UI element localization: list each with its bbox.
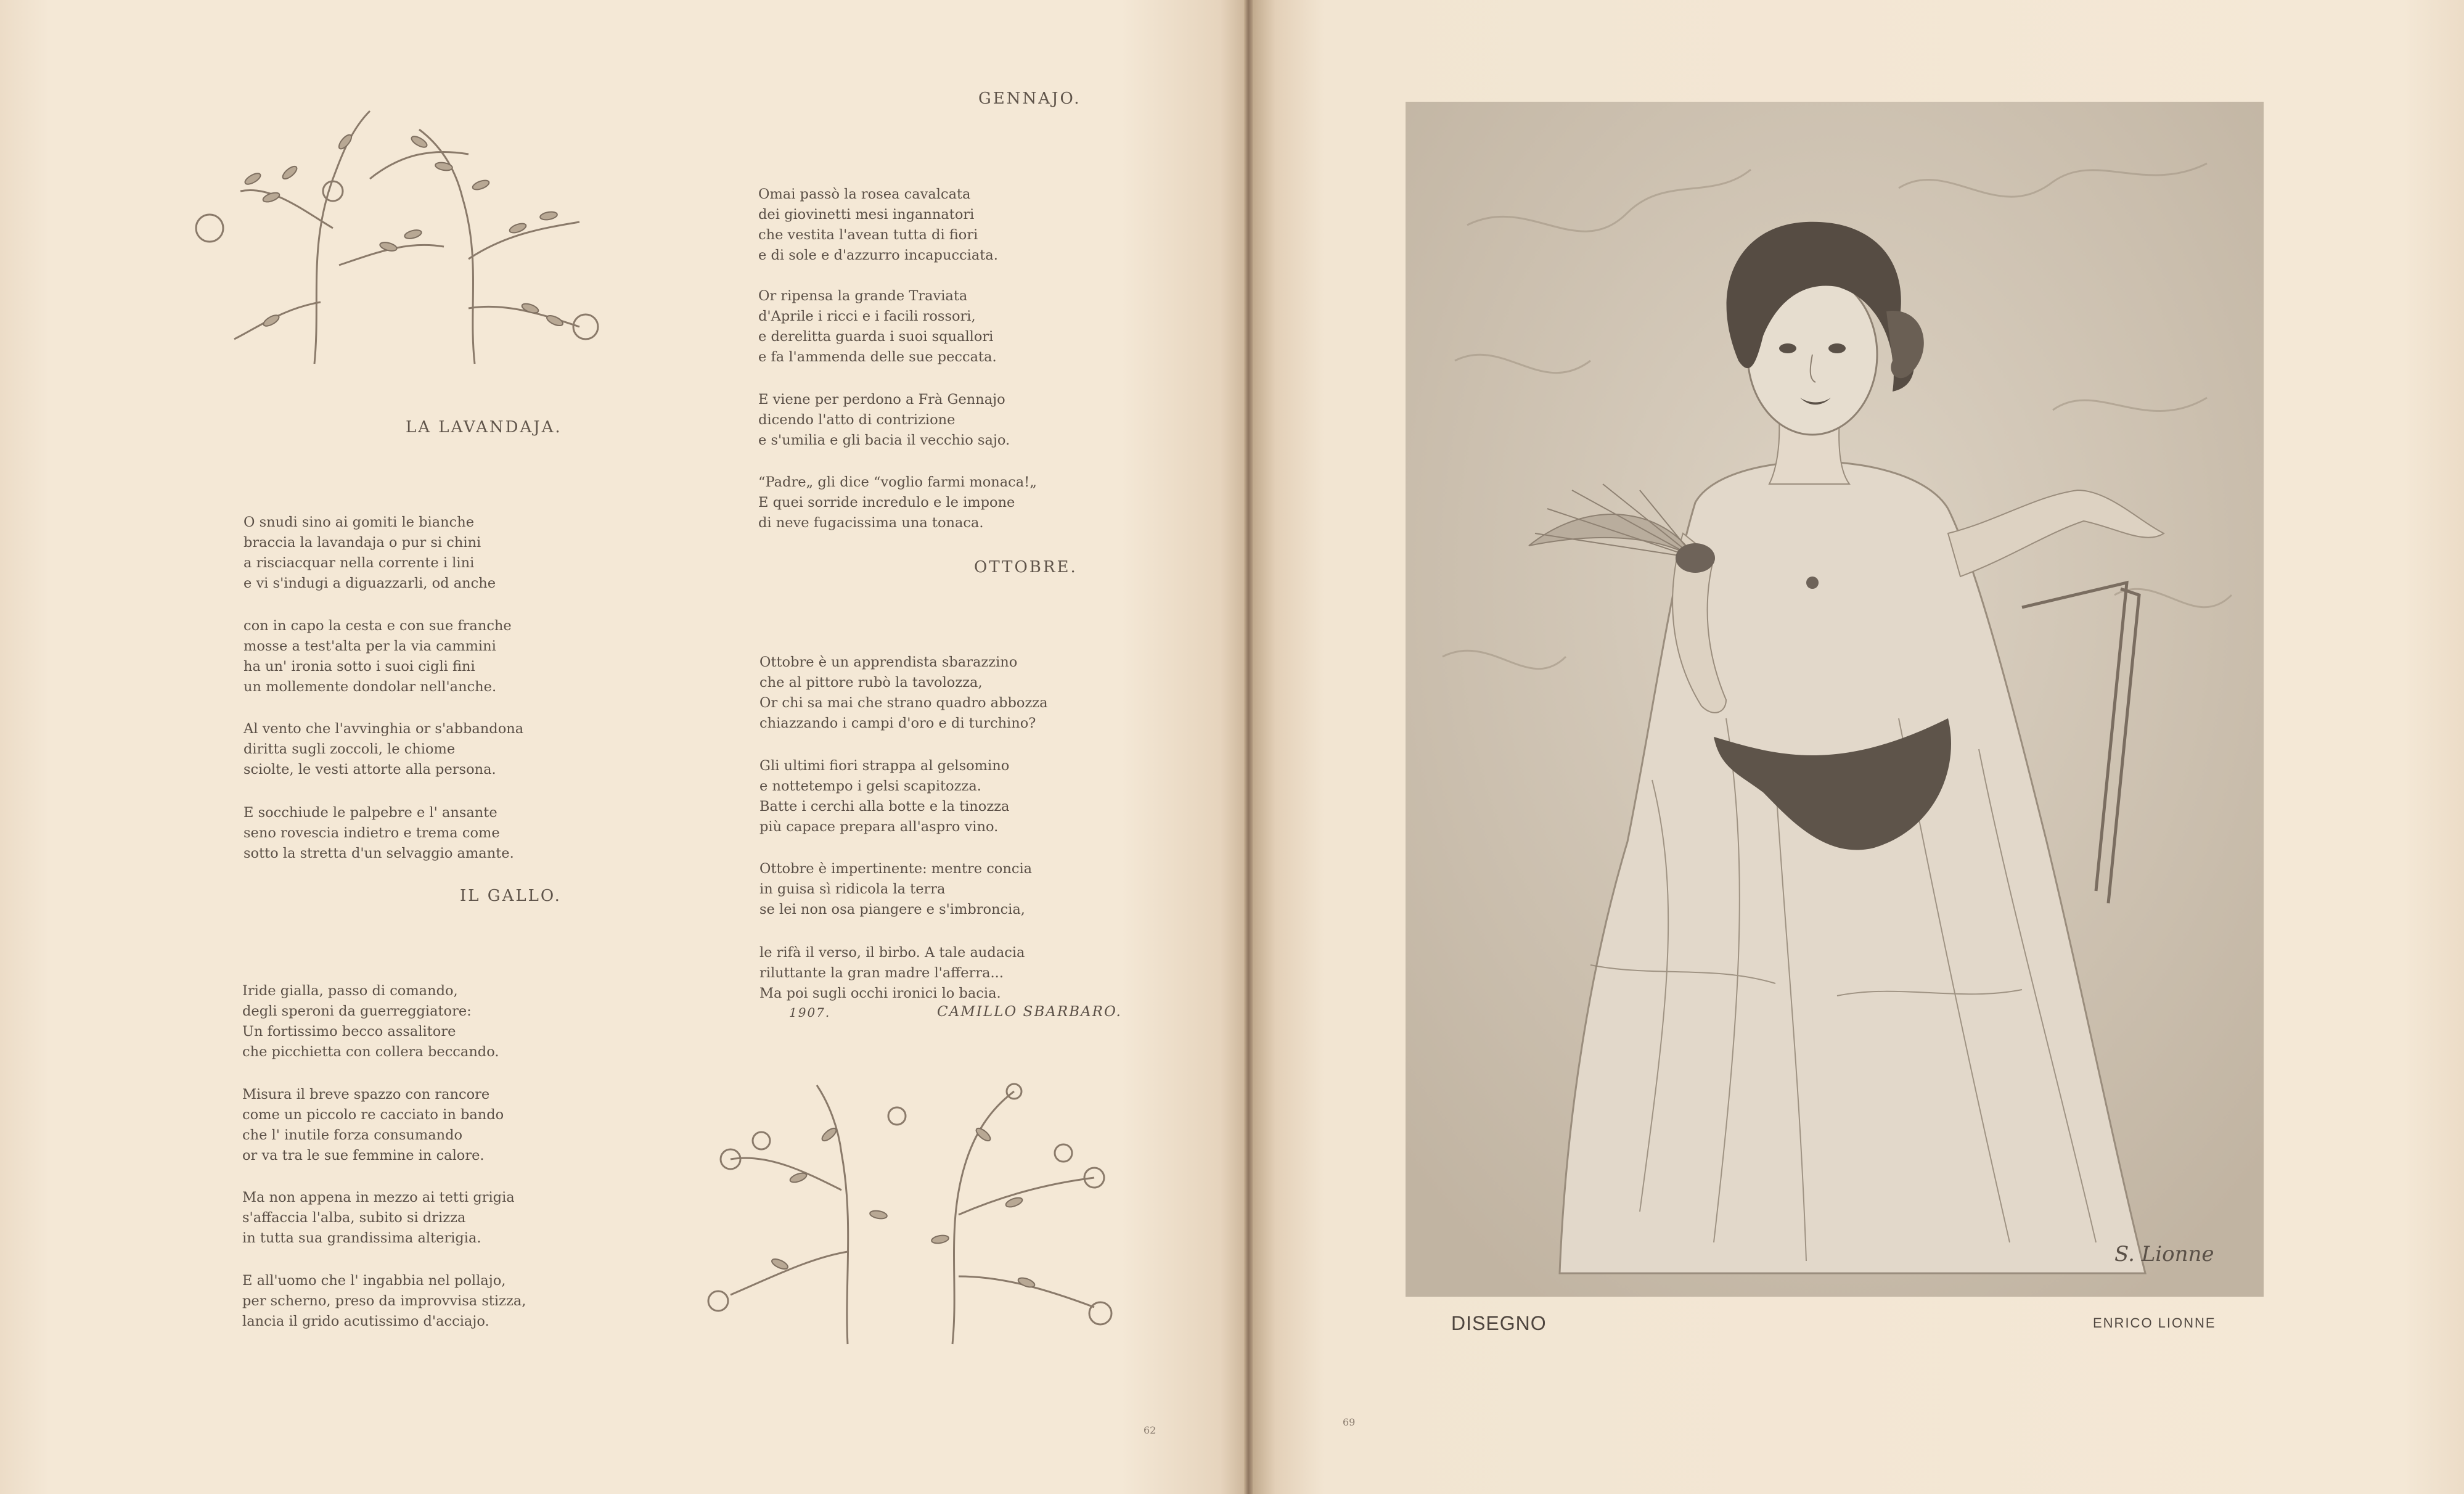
page-number-right: 69: [1343, 1416, 1356, 1428]
stanza: con in capo la cesta e con sue franche mosse a test'alta per la via cammini ha un' ironia sotto i suoi cigli fini un mollemente dondolar nell'anche.: [244, 618, 512, 695]
poem-year: 1907.: [789, 1005, 831, 1020]
stanza: Omai passò la rosea cavalcata dei giovinetti mesi ingannatori che vestita l'avean tutta di fiori e di sole e d'azzurro incapucciata.: [758, 186, 998, 263]
poem-title-gallo: IL GALLO.: [460, 887, 562, 905]
poem-title-ottobre: OTTOBRE.: [974, 558, 1078, 577]
stanza: Ottobre è impertinente: mentre concia in guisa sì ridicola la terra se lei non osa piangere e s'imbroncia,: [759, 861, 1033, 917]
stanza: le rifà il verso, il birbo. A tale audacia riluttante la gran madre l'afferra... Ma poi sugli occhi ironici lo bacia.: [759, 945, 1025, 1001]
stanza: Ottobre è un apprendista sbarazzino che al pittore rubò la tavolozza, Or chi sa mai che strano quadro abbozza chiazzando i campi d'oro e di turchino?: [759, 654, 1048, 731]
stanza: Or ripensa la grande Traviata d'Aprile i ricci e i facili rossori, e derelitta guarda i suoi squallori e fa l'ammenda delle sue peccata.: [758, 288, 997, 365]
stanza: Ma non appena in mezzo ai tetti grigia s'affaccia l'alba, subito si drizza in tutta sua grandissima alterigia.: [242, 1189, 515, 1246]
portrait-sketch: [1406, 102, 2264, 1297]
botanical-ornament-bottom: [694, 1079, 1125, 1350]
poem-author: CAMILLO SBARBARO.: [937, 1004, 1122, 1020]
page-number-left: 62: [1144, 1424, 1156, 1436]
stanza: “Padre„ gli dice “voglio farmi monaca!„ E quei sorride incredulo e le impone di neve fugacissima una tonaca.: [758, 474, 1037, 531]
artwork-plate: [1406, 102, 2264, 1297]
artwork-title: DISEGNO: [1451, 1312, 1547, 1334]
poem-title-lavandaja: LA LAVANDAJA.: [406, 418, 562, 437]
poem-title-gennajo: GENNAJO.: [978, 89, 1081, 108]
stanza: E viene per perdono a Frà Gennajo dicendo l'atto di contrizione e s'umilia e gli bacia il vecchio sajo.: [758, 392, 1010, 448]
book-gutter: [1244, 0, 1253, 1494]
stanza: Iride gialla, passo di comando, degli speroni da guerreggiatore: Un fortissimo becco assalitore che picchietta con collera beccando.: [242, 983, 499, 1060]
stanza: E all'uomo che l' ingabbia nel pollajo, per scherno, preso da improvvisa stizza, lancia il grido acutissimo d'acciajo.: [242, 1273, 526, 1329]
stanza: Gli ultimi fiori strappa al gelsomino e nottetempo i gelsi scapitozza. Batte i cerchi alla botte e la tinozza più capace prepara all'aspro vino.: [759, 758, 1010, 835]
stanza: E socchiude le palpebre e l' ansante seno rovescia indietro e trema come sotto la stretta d'un selvaggio amante.: [244, 805, 514, 861]
artwork-artist: ENRICO LIONNE: [2093, 1315, 2216, 1331]
artwork-signature: S. Lionne: [2114, 1242, 2214, 1266]
botanical-ornament-top: [185, 105, 616, 370]
stanza: O snudi sino ai gomiti le bianche braccia la lavandaja o pur si chini a risciacquar nella corrente i lini e vi s'indugi a diguazzarli, od anche: [244, 514, 496, 591]
stanza: Misura il breve spazzo con rancore come un piccolo re cacciato in bando che l' inutile forza consumando or va tra le sue femmine in calore.: [242, 1086, 504, 1164]
stanza: Al vento che l'avvinghia or s'abbandona diritta sugli zoccoli, le chiome sciolte, le vesti attorte alla persona.: [244, 721, 524, 778]
